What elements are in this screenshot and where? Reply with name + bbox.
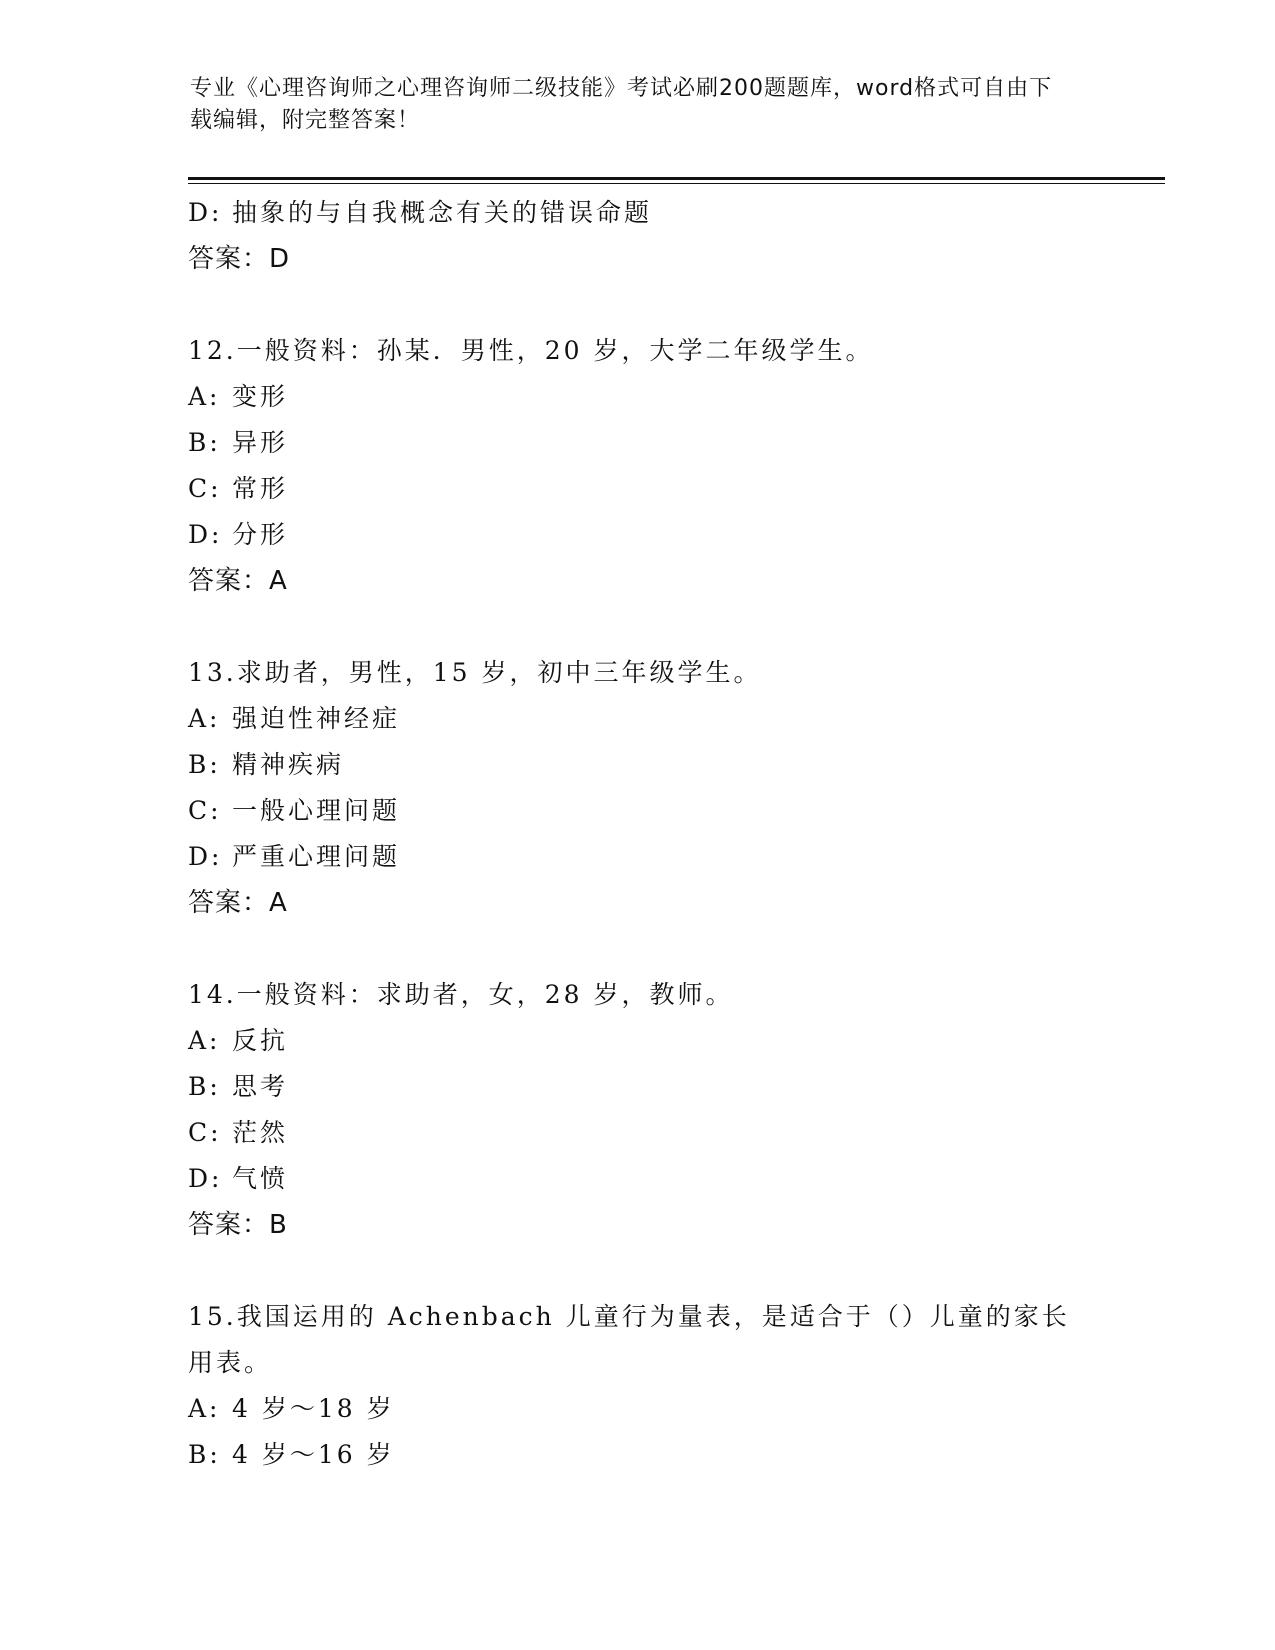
option-b [188,420,1088,466]
option-letter: C: [188,1118,222,1147]
option-d [188,190,1088,236]
option-d [188,512,1088,558]
option-letter: B: [188,1072,221,1101]
question-15-text: 15.我国运用的 Achenbach 儿童行为量表，是适合于（）儿童的家长用表。 [188,1302,1070,1377]
option-c [188,466,1088,512]
option-letter: B: [188,750,221,779]
option-c [188,788,1088,834]
option-letter: B: [188,1440,221,1469]
option-text: 茫然 [232,1118,289,1147]
option-text: 强迫性神经症 [232,704,401,733]
answer-line: 答案：A [188,888,288,918]
option-text: 变形 [232,382,289,411]
option-a [188,374,1088,420]
option-letter: D: [188,1164,223,1193]
spacer [188,604,1088,650]
option-text: 4 岁～18 岁 [232,1394,395,1423]
option-b [188,742,1088,788]
option-text: 常形 [232,474,289,503]
option-text: 精神疾病 [232,750,345,779]
question-14-text: 14.一般资料：求助者，女，28 岁，教师。 [188,980,734,1009]
option-c [188,1110,1088,1156]
spacer [188,1248,1088,1294]
option-letter: C: [188,474,222,503]
spacer [188,282,1088,328]
option-text: 4 岁～16 岁 [232,1440,395,1469]
option-letter: A: [188,382,221,411]
option-text: 异形 [232,428,289,457]
option-text: 严重心理问题 [232,842,401,871]
answer-line: 答案：D [188,244,291,274]
option-d [188,834,1088,880]
option-letter: A: [188,1394,221,1423]
spacer [188,926,1088,972]
question-13-text: 13.求助者，男性，15 岁，初中三年级学生。 [188,658,762,687]
option-letter: D: [188,842,223,871]
option-text: 一般心理问题 [232,796,401,825]
option-d [188,1156,1088,1202]
option-a [188,696,1088,742]
option-text: 思考 [232,1072,289,1101]
option-letter: C: [188,796,222,825]
option-text: 分形 [232,520,289,549]
question-12-text: 12.一般资料：孙某．男性，20 岁，大学二年级学生。 [188,336,874,365]
option-text: 气愤 [232,1164,289,1193]
question-content [188,190,1088,1478]
header-divider-thin [188,183,1165,184]
option-letter: A: [188,1026,221,1055]
answer-line: 答案：A [188,566,288,596]
option-letter: B: [188,428,221,457]
option-b [188,1064,1088,1110]
option-letter: D: [188,198,223,227]
document-header: 专业《心理咨询师之心理咨询师二级技能》考试必刷200题题库，word格式可自由下载编辑，附完整答案！ [190,76,1053,133]
option-a [188,1386,1088,1432]
option-b [188,1432,1088,1478]
option-text: 抽象的与自我概念有关的错误命题 [232,198,653,227]
option-text: 反抗 [232,1026,289,1055]
answer-line: 答案：B [188,1210,288,1240]
option-letter: D: [188,520,223,549]
option-letter: A: [188,704,221,733]
option-a [188,1018,1088,1064]
header-divider-thick [188,177,1165,180]
